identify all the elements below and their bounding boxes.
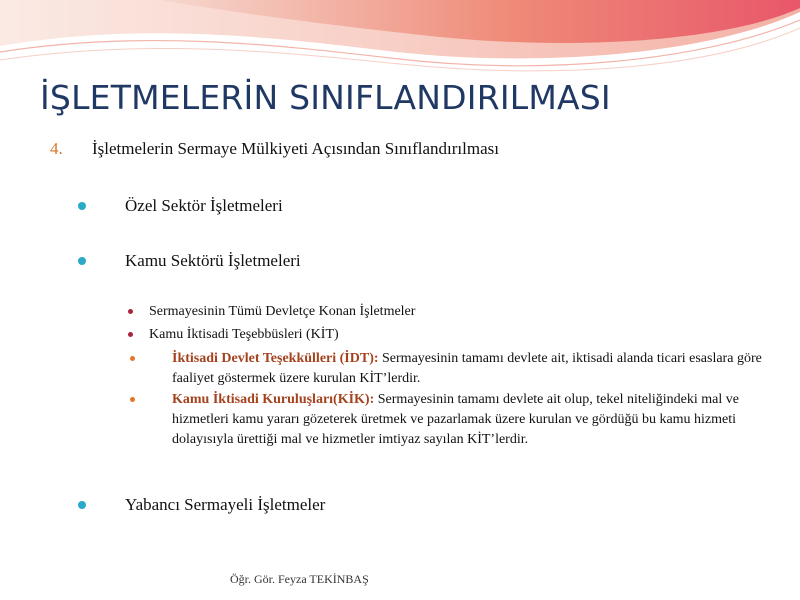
definition-text: Sermayesinin tamamı devlete ait, iktisadi alanda ticari esaslara göre faaliyet göstermek üzere kurulan KİT’lerdir. (172, 351, 762, 386)
slide-title: İŞLETMELERİN SINIFLANDIRILMASI (40, 78, 611, 117)
orange-bullet-icon (130, 397, 135, 402)
definition-text: Sermayesinin tamamı devlete ait olup, tekel niteliğindeki mal ve hizmetleri kamu yararı gözeterek üretmek ve pazarlamak üzere kurulan ve gördüğü bu kamu hizmeti dolayısıyla ürettiği mal ve hizmetler imtiyaz sayılan KİT’lerdir. (172, 392, 739, 447)
definition-body (172, 390, 764, 450)
bullet-item-label: Yabancı Sermayeli İşletmeler (125, 495, 326, 514)
teal-bullet-icon (78, 257, 86, 265)
header-decoration (0, 0, 800, 80)
footer-author: Öğr. Gör. Feyza TEKİNBAŞ (230, 572, 369, 586)
subitem-label: Sermayesinin Tümü Devletçe Konan İşletmeler (149, 304, 416, 319)
crimson-bullet-icon (128, 332, 133, 337)
definition-term: İktisadi Devlet Teşekkülleri (İDT): (172, 351, 379, 366)
subitem-label: Kamu İktisadi Teşebbüsleri (KİT) (149, 327, 339, 342)
teal-bullet-icon (78, 202, 86, 210)
section-title: İşletmelerin Sermaye Mülkiyeti Açısından Sınıflandırılması (92, 139, 499, 158)
bullet-item-label: Özel Sektör İşletmeleri (125, 196, 283, 215)
definition-term: Kamu İktisadi Kuruluşları(KİK): (172, 392, 375, 407)
section-number: 4. (50, 139, 63, 158)
bullet-item-label: Kamu Sektörü İşletmeleri (125, 251, 301, 270)
orange-bullet-icon (130, 356, 135, 361)
crimson-bullet-icon (128, 309, 133, 314)
teal-bullet-icon (78, 501, 86, 509)
definition-body (172, 349, 764, 389)
